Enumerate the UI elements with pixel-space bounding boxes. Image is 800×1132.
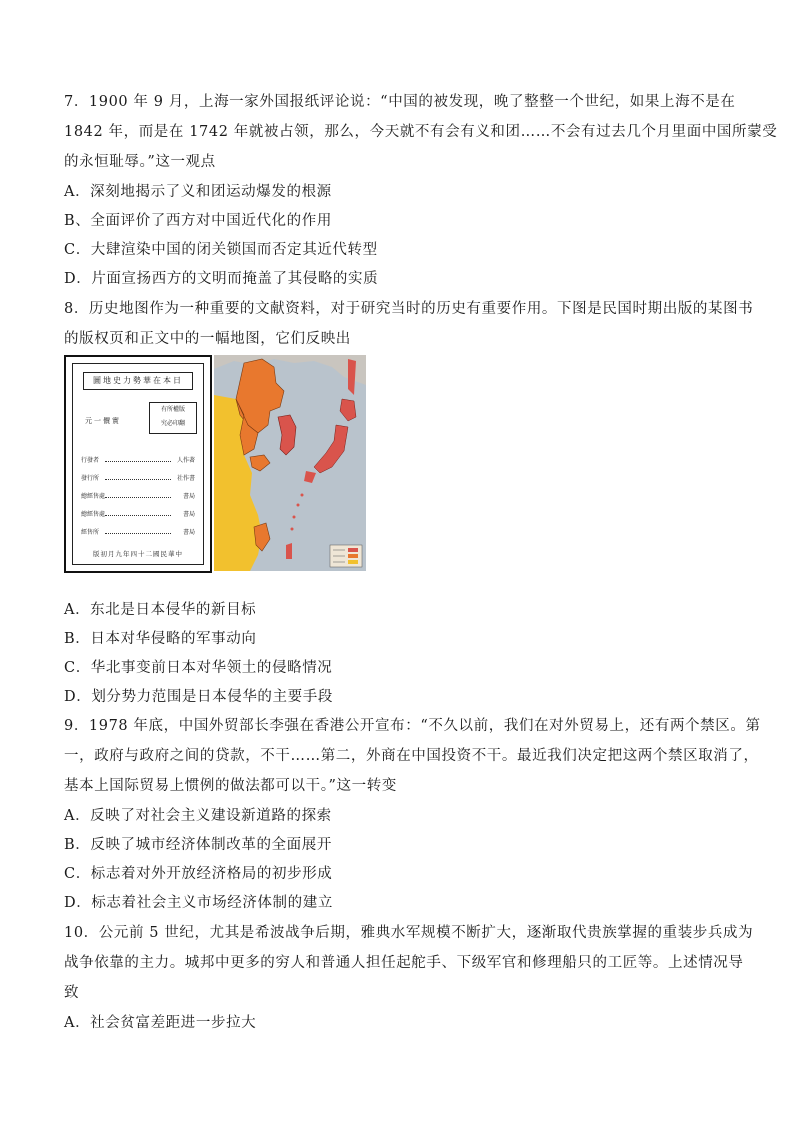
q9-stem-line2: 一，政府与政府之间的贷款，不干……第二，外商在中国投资不干。最近我们决定把这两个禁区取消了， bbox=[64, 748, 759, 764]
q9-stem-line3: 基本上国际贸易上惯例的做法都可以干。”这一转变 bbox=[64, 778, 397, 794]
q8-option-d: D．划分势力范围是日本侵华的主要手段 bbox=[64, 689, 333, 705]
q7-option-d: D．片面宣扬西方的文明而掩盖了其侵略的实质 bbox=[64, 271, 379, 287]
copyright-footer: 版初月九年四十二國民華中 bbox=[93, 550, 183, 558]
copyright-row: 行發者 人作著 bbox=[81, 457, 195, 464]
q7-option-b: B、全面评价了西方对中国近代化的作用 bbox=[64, 213, 332, 229]
q10-option-a: A．社会贫富差距进一步拉大 bbox=[64, 1015, 257, 1031]
copyright-row: 發行所 社作書 bbox=[81, 475, 195, 482]
q8-option-a: A．东北是日本侵华的新目标 bbox=[64, 602, 257, 618]
copyright-row: 經售所 書局 bbox=[81, 529, 195, 536]
q9-option-a: A．反映了对社会主义建设新道路的探索 bbox=[64, 808, 332, 824]
q9-option-b: B．反映了城市经济体制改革的全面展开 bbox=[64, 837, 332, 853]
q7-stem-line2: 1842 年，而是在 1742 年就被占领，那么，今天就不有会有义和团……不会有过去几个月里面中国所蒙受 bbox=[64, 124, 778, 140]
copyright-title: 圖地史力勢華在本日 bbox=[83, 372, 193, 390]
copyright-row: 總經售處 書局 bbox=[81, 493, 195, 500]
q8-option-c: C．华北事变前日本对华领土的侵略情况 bbox=[64, 660, 333, 676]
q8-option-b: B．日本对华侵略的军事动向 bbox=[64, 631, 257, 647]
q7-stem-line1: 7．1900 年 9 月，上海一家外国报纸评论说：“中国的被发现，晚了整整一个世纪，如果上海不是在 bbox=[64, 94, 736, 110]
copyright-row: 總經售處 書局 bbox=[81, 511, 195, 518]
q9-stem-line1: 9．1978 年底，中国外贸部长李强在香港公开宣布：“不久以前，我们在对外贸易上，还有两个禁区。第 bbox=[64, 718, 761, 734]
q8-stem-line1: 8．历史地图作为一种重要的文献资料，对于研究当时的历史有重要作用。下图是民国时期出版的某图书 bbox=[64, 301, 754, 317]
q7-option-c: C．大肆渲染中国的闭关锁国而否定其近代转型 bbox=[64, 242, 378, 258]
east-asia-map-image bbox=[214, 355, 366, 571]
copyright-rights-box: 有所權版 究必印翻 bbox=[149, 402, 197, 434]
q9-option-c: C．标志着对外开放经济格局的初步形成 bbox=[64, 866, 333, 882]
east-asia-map-svg bbox=[214, 355, 366, 571]
q10-stem-line2: 战争依靠的主力。城邦中更多的穷人和普通人担任起舵手、下级军官和修理船只的工匠等。上述情况导 bbox=[64, 955, 744, 971]
q10-stem-line1: 10．公元前 5 世纪，尤其是希波战争后期，雅典水军规模不断扩大，逐渐取代贵族掌握的重装步兵成为 bbox=[64, 925, 754, 941]
q9-option-d: D．标志着社会主义市场经济体制的建立 bbox=[64, 895, 333, 911]
q10-stem-line3: 致 bbox=[64, 985, 80, 1001]
q7-stem-line3: 的永恒耻辱。”这一观点 bbox=[64, 154, 216, 170]
copyright-price: 元一價實 bbox=[85, 417, 121, 425]
copyright-page-image bbox=[64, 355, 212, 573]
q8-stem-line2: 的版权页和正文中的一幅地图，它们反映出 bbox=[64, 331, 351, 347]
q7-option-a: A．深刻地揭示了义和团运动爆发的根源 bbox=[64, 184, 332, 200]
q8-figure bbox=[64, 355, 366, 573]
